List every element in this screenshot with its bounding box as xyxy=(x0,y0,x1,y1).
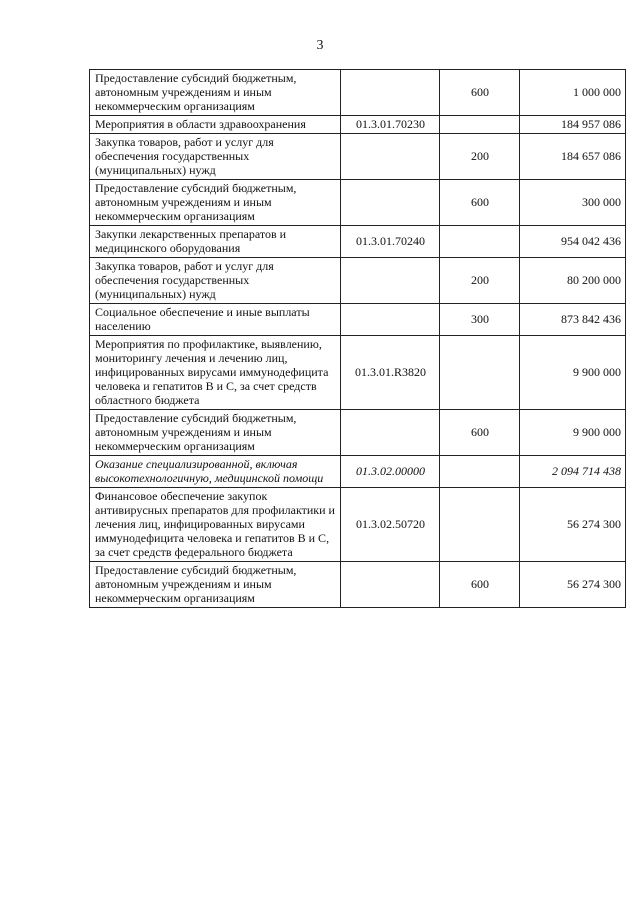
row-expense-type-cell: 600 xyxy=(440,410,520,456)
row-sum-cell: 80 200 000 xyxy=(520,258,626,304)
page-number: 3 xyxy=(316,38,324,53)
row-name-cell: Закупка товаров, работ и услуг для обеспечения государственных (муниципальных) нужд xyxy=(90,258,341,304)
row-expense-type-cell: 600 xyxy=(440,70,520,116)
row-expense-type-cell xyxy=(440,116,520,134)
table-row xyxy=(90,488,626,562)
row-code-cell: 01.3.01.R3820 xyxy=(341,336,440,410)
row-code-cell xyxy=(341,410,440,456)
table-row xyxy=(90,456,626,488)
row-sum-cell: 1 000 000 xyxy=(520,70,626,116)
row-name-cell: Предоставление субсидий бюджетным, автономным учреждениям и иным некоммерческим организациям xyxy=(90,562,341,608)
row-sum-cell: 2 094 714 438 xyxy=(520,456,626,488)
row-code-cell: 01.3.02.50720 xyxy=(341,488,440,562)
row-code-cell xyxy=(341,304,440,336)
table-row xyxy=(90,116,626,134)
row-name-cell: Предоставление субсидий бюджетным, автономным учреждениям и иным некоммерческим организациям xyxy=(90,180,341,226)
table-row xyxy=(90,134,626,180)
row-code-cell xyxy=(341,258,440,304)
table-row xyxy=(90,226,626,258)
row-expense-type-cell xyxy=(440,336,520,410)
row-sum-cell: 300 000 xyxy=(520,180,626,226)
row-code-cell xyxy=(341,562,440,608)
row-code-cell xyxy=(341,180,440,226)
table-row xyxy=(90,70,626,116)
table-row xyxy=(90,410,626,456)
row-code-cell xyxy=(341,134,440,180)
row-expense-type-cell: 600 xyxy=(440,562,520,608)
row-name-cell: Социальное обеспечение и иные выплаты населению xyxy=(90,304,341,336)
row-sum-cell: 9 900 000 xyxy=(520,336,626,410)
row-expense-type-cell xyxy=(440,488,520,562)
row-expense-type-cell xyxy=(440,226,520,258)
row-name-cell: Предоставление субсидий бюджетным, автономным учреждениям и иным некоммерческим организациям xyxy=(90,70,341,116)
row-expense-type-cell xyxy=(440,456,520,488)
row-name-cell: Закупки лекарственных препаратов и медицинского оборудования xyxy=(90,226,341,258)
table-row xyxy=(90,336,626,410)
budget-table xyxy=(89,69,626,608)
row-expense-type-cell: 300 xyxy=(440,304,520,336)
row-sum-cell: 954 042 436 xyxy=(520,226,626,258)
row-name-cell: Мероприятия в области здравоохранения xyxy=(90,116,341,134)
budget-table-body xyxy=(90,70,626,608)
row-sum-cell: 184 957 086 xyxy=(520,116,626,134)
row-code-cell: 01.3.01.70240 xyxy=(341,226,440,258)
row-name-cell: Мероприятия по профилактике, выявлению, мониторингу лечения и лечению лиц, инфицированных вирусами иммунодефицита человека и гепатитов B и C, за счет средств областного бюджета xyxy=(90,336,341,410)
row-name-cell: Предоставление субсидий бюджетным, автономным учреждениям и иным некоммерческим организациям xyxy=(90,410,341,456)
table-row xyxy=(90,258,626,304)
row-sum-cell: 56 274 300 xyxy=(520,488,626,562)
row-sum-cell: 9 900 000 xyxy=(520,410,626,456)
row-code-cell: 01.3.01.70230 xyxy=(341,116,440,134)
row-sum-cell: 56 274 300 xyxy=(520,562,626,608)
row-name-cell: Оказание специализированной, включая высокотехнологичную, медицинской помощи xyxy=(90,456,341,488)
row-expense-type-cell: 200 xyxy=(440,134,520,180)
row-code-cell xyxy=(341,70,440,116)
row-code-cell: 01.3.02.00000 xyxy=(341,456,440,488)
table-row xyxy=(90,304,626,336)
row-expense-type-cell: 200 xyxy=(440,258,520,304)
row-name-cell: Финансовое обеспечение закупок антивирусных препаратов для профилактики и лечения лиц, инфицированных вирусами иммунодефицита человека и гепатитов B и C, за счет средств федерального бюджета xyxy=(90,488,341,562)
table-row xyxy=(90,562,626,608)
row-expense-type-cell: 600 xyxy=(440,180,520,226)
row-sum-cell: 873 842 436 xyxy=(520,304,626,336)
table-row xyxy=(90,180,626,226)
row-name-cell: Закупка товаров, работ и услуг для обеспечения государственных (муниципальных) нужд xyxy=(90,134,341,180)
row-sum-cell: 184 657 086 xyxy=(520,134,626,180)
